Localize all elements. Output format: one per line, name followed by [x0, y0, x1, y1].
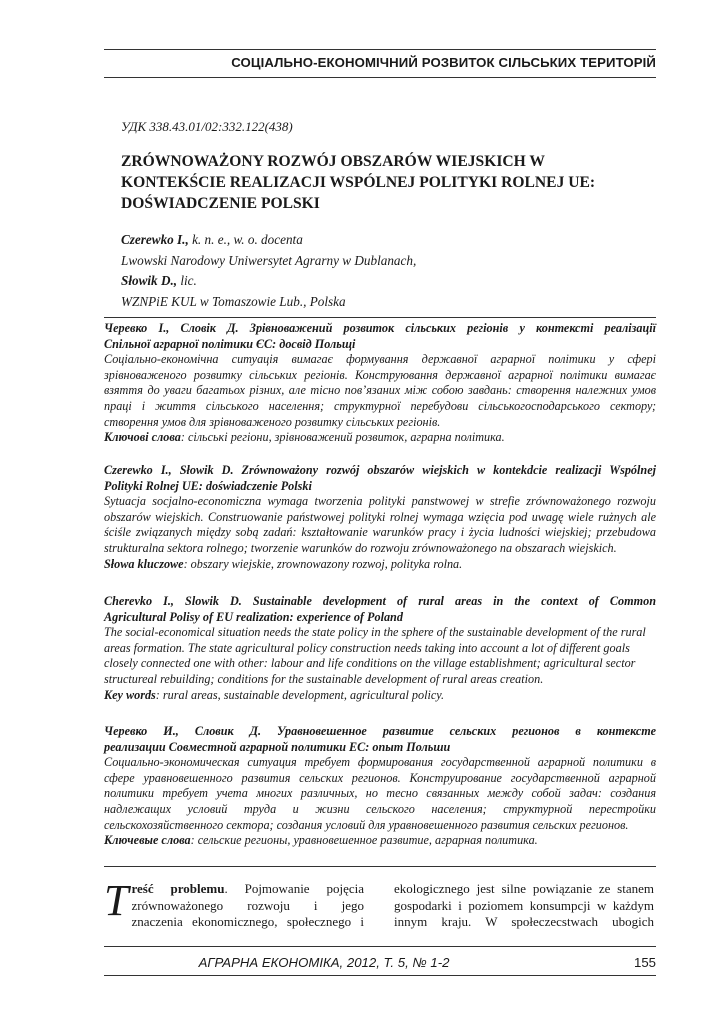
body-line: innym kraju. W społeczecstwach ubogich	[394, 914, 654, 930]
keywords	[104, 430, 656, 446]
keywords-text: : сельские регионы, уравновешенное развитие, аграрная политика.	[190, 833, 538, 848]
abstract-body: Социально-экономическая ситуация требует формирования государственной аграрной политики в сфере уравновешенного развития сельских регионов. Конструирование государственной аграрной политики требует учета многих различных, но тесно связанных между собой задач: создания надлежащих условий труда и жизни сельского населения; структурной перестройки сельскохозяйственного сектора; создания условий для уравновешенного развития сельских регионов.	[104, 755, 656, 832]
authors-block	[121, 230, 416, 312]
keywords-text: : obszary wiejskie, zrownowazony rozwoj, polityka rolna.	[183, 556, 463, 571]
header-rule-top	[104, 49, 656, 50]
body-line: znaczenia ekonomicznego, społecznego i	[131, 914, 364, 930]
footer-rule	[104, 946, 656, 947]
abstract-title: Polityki Rolnej UE: doświadczenie Polski	[104, 478, 312, 493]
abstract-body: Sytuacja socjalno-economiczna wymaga tworzenia polityki panstwowej w strefie zrównoważonego rozwoju obszarów wiejskich. Construowanie państwowej polityki rolnej wymaga wzięcia pod uwagę wiele rużnych ale ściśle związanych między sobą zadań: kształtowanie warunków pracy i życia ludności wiejskiej; przebudowa strukturalna sektora rolnego; tworzenie warunków do rozwoju zrównoważonego na obszarach wiejskich.	[104, 494, 656, 555]
abstract-title: реализации Совместной аграрной политики ЕС: опыт Польши	[104, 739, 451, 754]
abstracts-rule-top	[104, 317, 656, 318]
abstract-ukrainian	[104, 321, 656, 446]
running-header: СОЦІАЛЬНО-ЕКОНОМІЧНИЙ РОЗВИТОК СІЛЬСЬКИХ ТЕРИТОРІЙ	[231, 55, 656, 70]
author-line	[121, 230, 416, 251]
author-degree: k. n. e., w. o. docenta	[188, 232, 303, 247]
keywords	[104, 557, 656, 573]
author-affiliation: WZNPiE KUL w Tomaszowie Lub., Polska	[121, 293, 346, 309]
abstract-english	[104, 594, 656, 703]
keywords-text: : rural areas, sustainable development, agricultural policy.	[155, 687, 445, 702]
body-line: ekologicznego jest silne powiązanie ze stanem	[394, 881, 654, 896]
abstract-title: Черевко І., Словік Д. Зрівноважений розвиток сільських регіонів у контексті реалізації	[104, 321, 656, 335]
abstract-body: Соціально-економічна ситуація вимагає формування державної аграрної політики у сфері зрівноваженого розвитку сільських регіонів. Конструювання державної аграрної політики вимагає взяття до уваги багатьох різних, але тісно пов’язаних між собою завдань: створення належних умов праці і життя сільського населення; структурної перебудови сільськогосподарського сектору; створення умов для зрівноваженого розвитку сільських регіонів.	[104, 352, 656, 429]
keywords	[104, 833, 656, 849]
body-line: zrównoważonego rozwoju i jego	[131, 897, 364, 913]
body-line: gospodarki i poziomem konsumpcji w każdym	[394, 897, 654, 913]
article-title	[121, 151, 641, 214]
journal-citation: АГРАРНА ЕКОНОМІКА, 2012, Т. 5, № 1-2	[198, 955, 450, 970]
author-degree: lic.	[177, 273, 197, 289]
abstract-title: Cherevko I., Slowik D. Sustainable development of rural areas in the context of Common	[104, 594, 656, 608]
author-name: Słowik D.,	[121, 273, 178, 289]
lead-heading: reść problemu	[131, 881, 225, 896]
abstracts-rule-bottom	[104, 866, 656, 867]
body-line: reść problemu. Pojmowanie pojęcia	[131, 881, 365, 896]
keywords-label: Key words	[104, 687, 156, 702]
page-number: 155	[633, 955, 656, 970]
keywords-label: Ключевые слова	[104, 833, 191, 848]
title-line: KONTEKŚCIE REALIZACJI WSPÓLNEJ POLITYKI ROLNEJ UE:	[121, 174, 596, 191]
keywords	[104, 688, 656, 704]
abstract-title: Czerewko I., Słowik D. Zrównoważony rozwój obszarów wiejskich w kontekdcie realizacji Wspólnej	[104, 463, 656, 477]
body-column-right	[394, 881, 654, 931]
abstract-russian	[104, 724, 656, 849]
author-affiliation: Lwowski Narodowy Uniwersytet Agrarny w Dublanach,	[121, 252, 417, 268]
title-line: DOŚWIADCZENIE POLSKI	[121, 195, 320, 212]
keywords-label: Słowa kluczowe	[104, 556, 184, 571]
abstract-polish	[104, 463, 656, 572]
body-column-left	[104, 876, 365, 931]
abstract-title: Черевко И., Словик Д. Уравновешенное развитие сельских регионов в контексте	[104, 724, 656, 738]
header-rule-bottom	[104, 77, 656, 78]
drop-cap: T	[104, 876, 129, 925]
keywords-label: Ключові слова	[104, 430, 181, 445]
abstract-title: Спільної аграрної політики ЄС: досвід Польщі	[104, 336, 356, 351]
footer-rule-bottom	[104, 975, 656, 976]
abstract-body: The social-economical situation needs the state policy in the sphere of the sustainable development of the rural areas formation. The state agricultural policy construction needs taking into account a lot of different goals closely connected one with other: labour and life conditions on the village establishment; agricultural sector structureal rebuilding; conditions for the sustainable development of rural areas creation.	[104, 625, 646, 686]
abstract-title: Agricultural Polisy of EU realization: experience of Poland	[104, 609, 403, 624]
title-line: ZRÓWNOWAŻONY ROZWÓJ OBSZARÓW WIEJSKICH W	[121, 153, 545, 170]
udk-code: УДК 338.43.01/02:332.122(438)	[121, 119, 293, 134]
keywords-text: : сільські регіони, зрівноважений розвиток, аграрна політика.	[180, 430, 505, 445]
author-name: Czerewko I.,	[121, 232, 189, 247]
author-line	[121, 271, 416, 292]
